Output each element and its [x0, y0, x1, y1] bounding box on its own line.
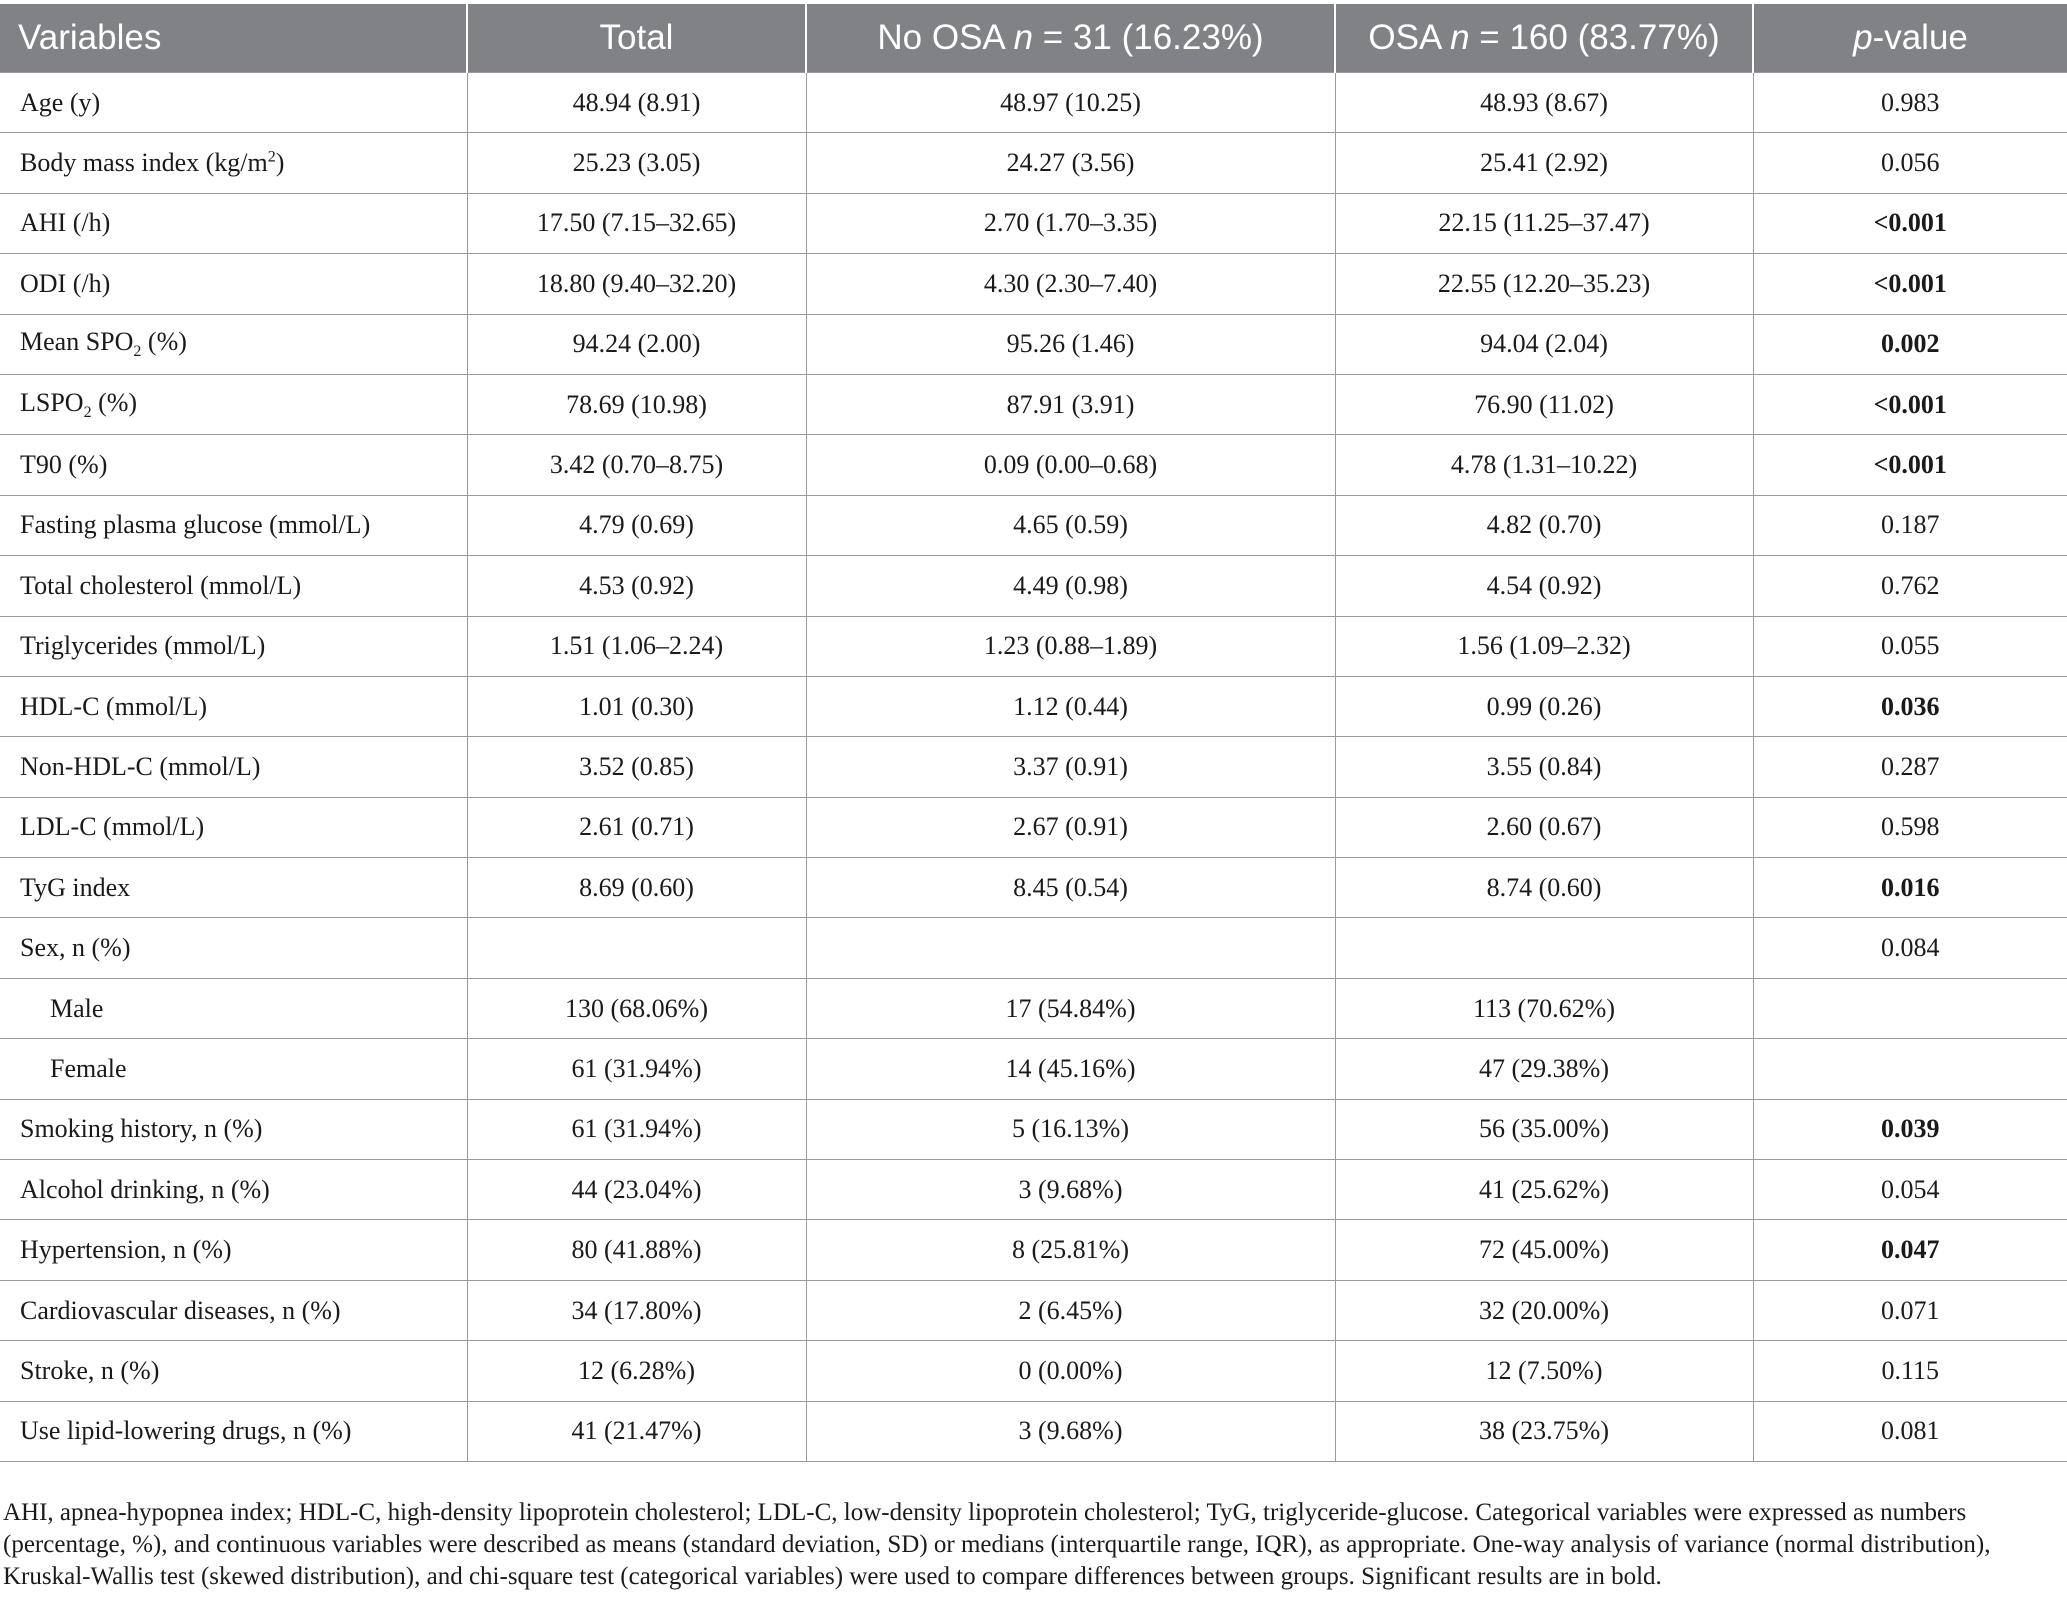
cell-p-value — [1753, 978, 2067, 1038]
table-row — [0, 435, 2067, 495]
cell-variable: Smoking history, n (%) — [0, 1099, 467, 1159]
cell-no-osa: 4.49 (0.98) — [806, 556, 1335, 616]
baseline-characteristics-table — [0, 4, 2067, 1462]
cell-p-value: <0.001 — [1753, 254, 2067, 314]
cell-p-value: 0.762 — [1753, 556, 2067, 616]
cell-no-osa — [806, 918, 1335, 978]
cell-total: 2.61 (0.71) — [467, 797, 806, 857]
cell-osa: 0.99 (0.26) — [1335, 676, 1753, 736]
cell-p-value: <0.001 — [1753, 374, 2067, 434]
cell-osa: 1.56 (1.09–2.32) — [1335, 616, 1753, 676]
cell-variable: ODI (/h) — [0, 254, 467, 314]
cell-osa: 47 (29.38%) — [1335, 1039, 1753, 1099]
cell-total: 130 (68.06%) — [467, 978, 806, 1038]
cell-no-osa: 8.45 (0.54) — [806, 858, 1335, 918]
table-row — [0, 556, 2067, 616]
cell-total: 41 (21.47%) — [467, 1401, 806, 1461]
header-no-osa-prefix: No OSA — [877, 18, 1014, 57]
header-no-osa-suffix: = 31 (16.23%) — [1033, 18, 1264, 57]
baseline-characteristics-table-container — [0, 4, 2067, 1462]
table-row — [0, 133, 2067, 193]
table-row — [0, 676, 2067, 736]
cell-variable: Fasting plasma glucose (mmol/L) — [0, 495, 467, 555]
cell-no-osa: 95.26 (1.46) — [806, 314, 1335, 374]
cell-no-osa: 48.97 (10.25) — [806, 73, 1335, 133]
table-row — [0, 495, 2067, 555]
cell-p-value: 0.055 — [1753, 616, 2067, 676]
cell-no-osa: 4.65 (0.59) — [806, 495, 1335, 555]
variable-text-suffix: (%) — [141, 327, 187, 357]
table-row — [0, 797, 2067, 857]
table-row — [0, 193, 2067, 253]
cell-osa: 94.04 (2.04) — [1335, 314, 1753, 374]
header-osa-n: n — [1450, 18, 1470, 57]
cell-total: 44 (23.04%) — [467, 1160, 806, 1220]
cell-variable: Age (y) — [0, 73, 467, 133]
cell-variable: Alcohol drinking, n (%) — [0, 1160, 467, 1220]
cell-variable — [0, 314, 467, 374]
cell-total: 94.24 (2.00) — [467, 314, 806, 374]
cell-total — [467, 918, 806, 978]
table-row — [0, 1401, 2067, 1461]
cell-p-value: 0.081 — [1753, 1401, 2067, 1461]
header-no-osa-n: n — [1013, 18, 1034, 57]
cell-osa: 32 (20.00%) — [1335, 1280, 1753, 1340]
cell-variable: Sex, n (%) — [0, 918, 467, 978]
variable-subscript: 2 — [83, 403, 92, 421]
cell-total: 1.51 (1.06–2.24) — [467, 616, 806, 676]
cell-osa: 8.74 (0.60) — [1335, 858, 1753, 918]
cell-total: 80 (41.88%) — [467, 1220, 806, 1280]
table-row — [0, 254, 2067, 314]
cell-total: 78.69 (10.98) — [467, 374, 806, 434]
cell-variable: HDL-C (mmol/L) — [0, 676, 467, 736]
cell-variable: Female — [0, 1039, 467, 1099]
cell-osa: 76.90 (11.02) — [1335, 374, 1753, 434]
header-osa-suffix: = 160 (83.77%) — [1469, 18, 1720, 57]
cell-total: 3.52 (0.85) — [467, 737, 806, 797]
cell-no-osa: 1.12 (0.44) — [806, 676, 1335, 736]
cell-osa: 4.78 (1.31–10.22) — [1335, 435, 1753, 495]
cell-no-osa: 3 (9.68%) — [806, 1401, 1335, 1461]
cell-p-value: 0.036 — [1753, 676, 2067, 736]
table-row — [0, 73, 2067, 133]
table-row — [0, 1280, 2067, 1340]
cell-variable: LDL-C (mmol/L) — [0, 797, 467, 857]
cell-osa: 38 (23.75%) — [1335, 1401, 1753, 1461]
cell-variable: Non-HDL-C (mmol/L) — [0, 737, 467, 797]
cell-total: 12 (6.28%) — [467, 1341, 806, 1401]
cell-no-osa: 2.67 (0.91) — [806, 797, 1335, 857]
header-osa-prefix: OSA — [1368, 18, 1451, 57]
cell-osa: 2.60 (0.67) — [1335, 797, 1753, 857]
table-row — [0, 1039, 2067, 1099]
cell-total: 61 (31.94%) — [467, 1039, 806, 1099]
cell-no-osa: 14 (45.16%) — [806, 1039, 1335, 1099]
cell-variable: Hypertension, n (%) — [0, 1220, 467, 1280]
cell-osa: 56 (35.00%) — [1335, 1099, 1753, 1159]
cell-total: 3.42 (0.70–8.75) — [467, 435, 806, 495]
cell-osa: 41 (25.62%) — [1335, 1160, 1753, 1220]
table-row — [0, 1160, 2067, 1220]
cell-variable: AHI (/h) — [0, 193, 467, 253]
cell-p-value: <0.001 — [1753, 435, 2067, 495]
variable-text: LSPO — [20, 387, 84, 417]
cell-osa: 22.15 (11.25–37.47) — [1335, 193, 1753, 253]
variable-text: Body mass index (kg/m — [20, 148, 268, 178]
table-row — [0, 1220, 2067, 1280]
cell-osa: 4.54 (0.92) — [1335, 556, 1753, 616]
header-variables: Variables — [0, 4, 467, 73]
cell-variable — [0, 374, 467, 434]
cell-osa: 72 (45.00%) — [1335, 1220, 1753, 1280]
cell-p-value: 0.071 — [1753, 1280, 2067, 1340]
table-footnote: AHI, apnea-hypopnea index; HDL-C, high-density lipoprotein cholesterol; LDL-C, low-density lipoprotein cholesterol; TyG, triglyceride-glucose. Categorical variables were expressed as numbers (percentage, %), and continuous variables were described as means (standard deviation, SD) or medians (interquartile range, IQR), as appropriate. One-way analysis of variance (normal distribution), Kruskal-Wallis test (skewed distribution), and chi-square test (categorical variables) were used to compare differences between groups. Significant results are in bold. — [3, 1499, 1991, 1590]
cell-osa — [1335, 918, 1753, 978]
cell-p-value: 0.115 — [1753, 1341, 2067, 1401]
cell-variable: Total cholesterol (mmol/L) — [0, 556, 467, 616]
cell-p-value: 0.016 — [1753, 858, 2067, 918]
cell-p-value: 0.598 — [1753, 797, 2067, 857]
variable-text-suffix: (%) — [91, 387, 138, 417]
header-no-osa — [806, 4, 1335, 73]
cell-osa: 22.55 (12.20–35.23) — [1335, 254, 1753, 314]
cell-no-osa: 8 (25.81%) — [806, 1220, 1335, 1280]
cell-p-value: 0.287 — [1753, 737, 2067, 797]
cell-total: 61 (31.94%) — [467, 1099, 806, 1159]
table-header — [0, 4, 2067, 73]
cell-p-value: <0.001 — [1753, 193, 2067, 253]
cell-total: 48.94 (8.91) — [467, 73, 806, 133]
cell-no-osa: 3 (9.68%) — [806, 1160, 1335, 1220]
cell-no-osa: 2 (6.45%) — [806, 1280, 1335, 1340]
cell-total: 4.79 (0.69) — [467, 495, 806, 555]
cell-variable — [0, 133, 467, 193]
cell-p-value: 0.039 — [1753, 1099, 2067, 1159]
table-row — [0, 737, 2067, 797]
cell-p-value — [1753, 1039, 2067, 1099]
cell-variable: Cardiovascular diseases, n (%) — [0, 1280, 467, 1340]
header-p-suffix: -value — [1872, 18, 1968, 57]
cell-total: 17.50 (7.15–32.65) — [467, 193, 806, 253]
cell-no-osa: 5 (16.13%) — [806, 1099, 1335, 1159]
cell-variable: Use lipid-lowering drugs, n (%) — [0, 1401, 467, 1461]
cell-no-osa: 2.70 (1.70–3.35) — [806, 193, 1335, 253]
table-row — [0, 918, 2067, 978]
cell-no-osa: 17 (54.84%) — [806, 978, 1335, 1038]
cell-no-osa: 24.27 (3.56) — [806, 133, 1335, 193]
cell-osa: 4.82 (0.70) — [1335, 495, 1753, 555]
header-p-italic: p — [1853, 18, 1873, 57]
cell-p-value: 0.084 — [1753, 918, 2067, 978]
table-row — [0, 978, 2067, 1038]
table-body — [0, 73, 2067, 1462]
cell-total: 34 (17.80%) — [467, 1280, 806, 1340]
cell-no-osa: 0 (0.00%) — [806, 1341, 1335, 1401]
header-osa — [1335, 4, 1753, 73]
cell-total: 1.01 (0.30) — [467, 676, 806, 736]
table-row — [0, 616, 2067, 676]
table-row — [0, 314, 2067, 374]
cell-variable: Stroke, n (%) — [0, 1341, 467, 1401]
table-row — [0, 1341, 2067, 1401]
table-row — [0, 858, 2067, 918]
cell-no-osa: 4.30 (2.30–7.40) — [806, 254, 1335, 314]
cell-no-osa: 0.09 (0.00–0.68) — [806, 435, 1335, 495]
cell-no-osa: 87.91 (3.91) — [806, 374, 1335, 434]
header-p-value — [1753, 4, 2067, 73]
cell-osa: 113 (70.62%) — [1335, 978, 1753, 1038]
cell-p-value: 0.983 — [1753, 73, 2067, 133]
cell-p-value: 0.047 — [1753, 1220, 2067, 1280]
cell-variable: TyG index — [0, 858, 467, 918]
variable-text: Mean SPO — [20, 327, 134, 357]
cell-variable: Male — [0, 978, 467, 1038]
cell-p-value: 0.002 — [1753, 314, 2067, 374]
cell-p-value: 0.187 — [1753, 495, 2067, 555]
table-row — [0, 374, 2067, 434]
cell-no-osa: 1.23 (0.88–1.89) — [806, 616, 1335, 676]
cell-total: 4.53 (0.92) — [467, 556, 806, 616]
header-row — [0, 4, 2067, 73]
cell-no-osa: 3.37 (0.91) — [806, 737, 1335, 797]
cell-variable: T90 (%) — [0, 435, 467, 495]
cell-p-value: 0.054 — [1753, 1160, 2067, 1220]
cell-osa: 25.41 (2.92) — [1335, 133, 1753, 193]
variable-superscript: 2 — [267, 148, 276, 166]
cell-total: 8.69 (0.60) — [467, 858, 806, 918]
cell-total: 25.23 (3.05) — [467, 133, 806, 193]
cell-p-value: 0.056 — [1753, 133, 2067, 193]
table-row — [0, 1099, 2067, 1159]
variable-text-suffix: ) — [275, 148, 285, 178]
cell-osa: 3.55 (0.84) — [1335, 737, 1753, 797]
cell-osa: 12 (7.50%) — [1335, 1341, 1753, 1401]
cell-total: 18.80 (9.40–32.20) — [467, 254, 806, 314]
cell-variable: Triglycerides (mmol/L) — [0, 616, 467, 676]
cell-osa: 48.93 (8.67) — [1335, 73, 1753, 133]
variable-subscript: 2 — [133, 343, 142, 361]
header-total: Total — [467, 4, 806, 73]
